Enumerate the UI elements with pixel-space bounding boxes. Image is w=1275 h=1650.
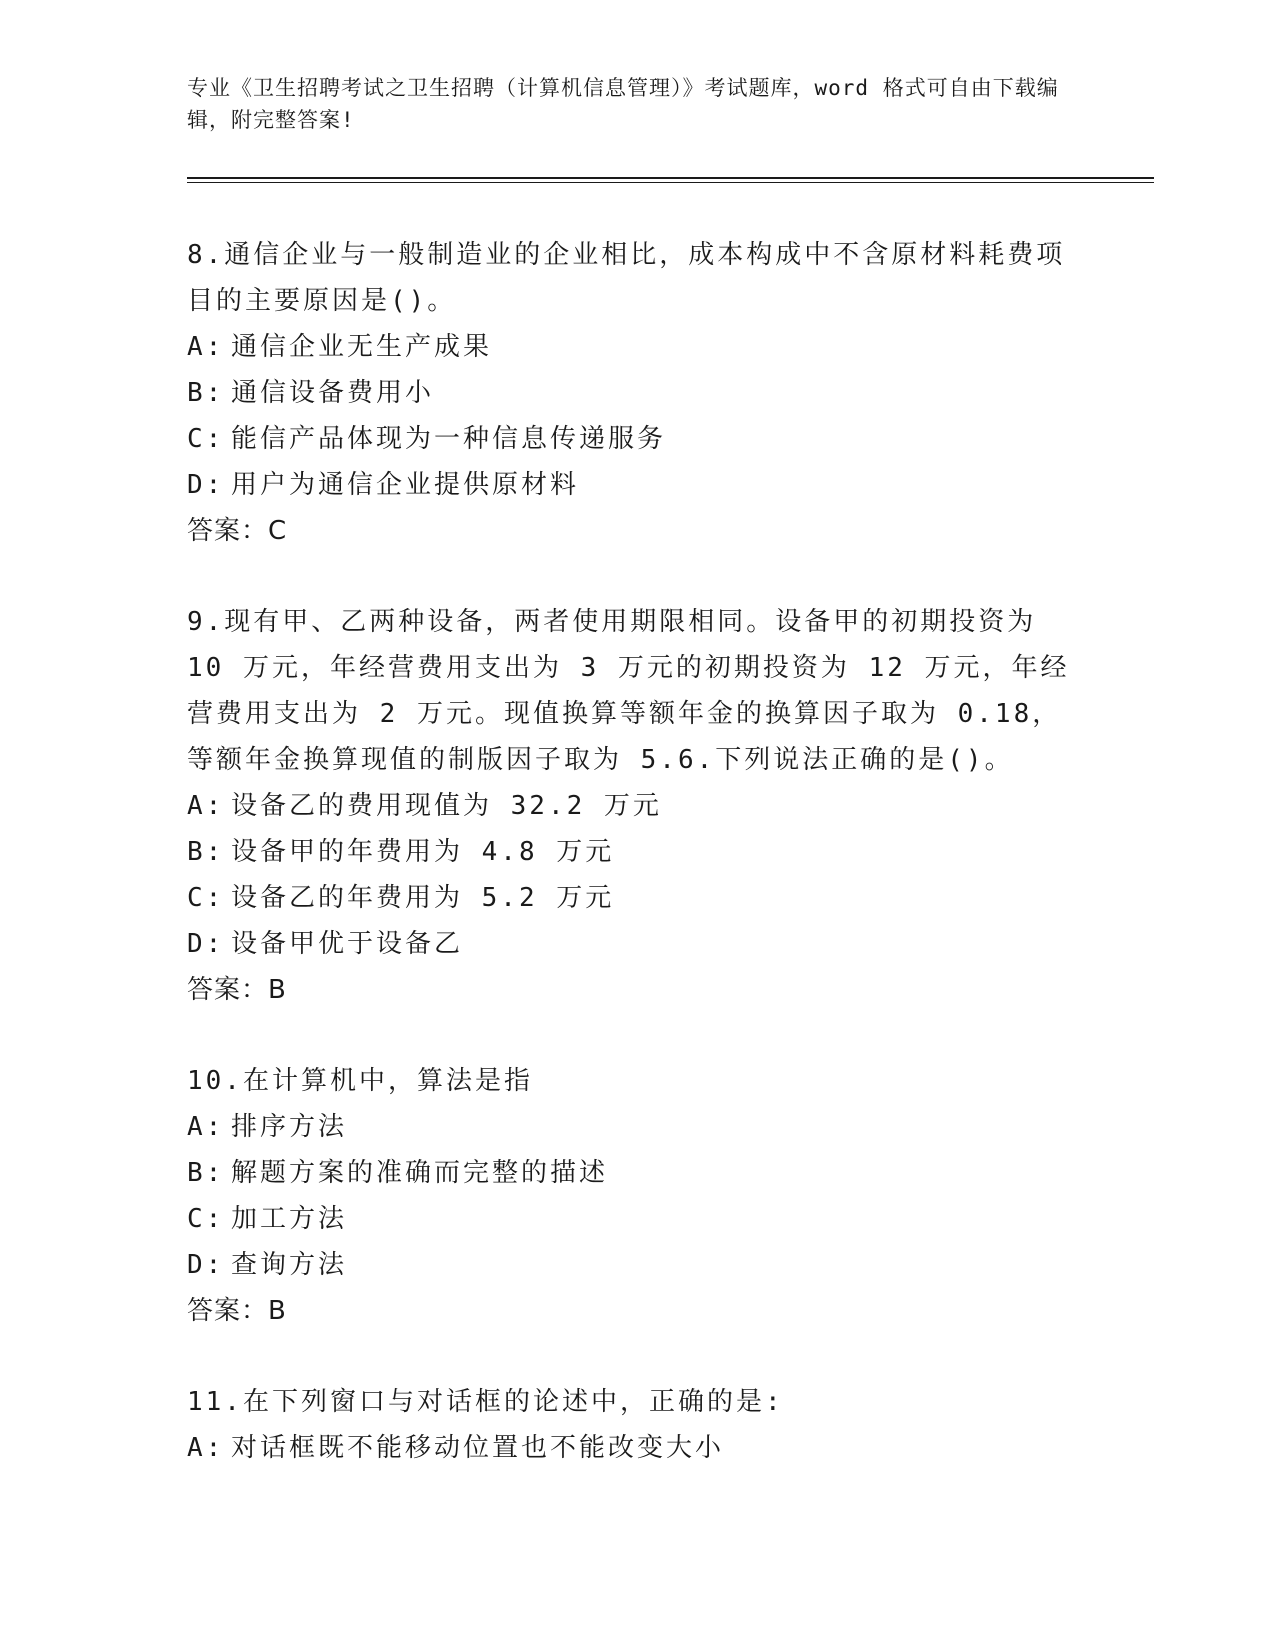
- option-key: A:: [187, 332, 225, 362]
- question-9: [187, 599, 1087, 1013]
- option-key: C:: [187, 1204, 225, 1234]
- option-text: 排序方法: [231, 1112, 348, 1142]
- option-text: 加工方法: [231, 1204, 348, 1234]
- option-text: 设备乙的费用现值为 32.2 万元: [231, 791, 662, 821]
- option-a: [187, 783, 1087, 829]
- option-key: D:: [187, 1250, 225, 1280]
- option-c: [187, 1196, 1087, 1242]
- option-text: 设备甲的年费用为 4.8 万元: [231, 837, 615, 867]
- header-divider-thin: [187, 182, 1154, 183]
- option-key: B:: [187, 378, 225, 408]
- question-10: [187, 1058, 1087, 1334]
- option-b: [187, 829, 1087, 875]
- answer-line: 答案：C: [187, 516, 288, 546]
- option-c: [187, 875, 1087, 921]
- option-text: 通信企业无生产成果: [231, 332, 493, 362]
- question-list: [187, 232, 1087, 1516]
- option-text: 通信设备费用小: [231, 378, 435, 408]
- question-stem: 8.通信企业与一般制造业的企业相比，成本构成中不含原材料耗费项目的主要原因是()。: [187, 240, 1066, 316]
- option-d: [187, 462, 1087, 508]
- option-key: A:: [187, 791, 225, 821]
- question-stem: 10.在计算机中，算法是指: [187, 1066, 533, 1096]
- option-key: B:: [187, 1158, 225, 1188]
- option-text: 设备甲优于设备乙: [231, 929, 464, 959]
- option-key: B:: [187, 837, 225, 867]
- option-key: A:: [187, 1112, 225, 1142]
- question-8: [187, 232, 1087, 554]
- option-b: [187, 370, 1087, 416]
- answer-line: 答案：B: [187, 1296, 287, 1326]
- question-stem: 11.在下列窗口与对话框的论述中，正确的是:: [187, 1387, 784, 1417]
- question-stem: 9.现有甲、乙两种设备，两者使用期限相同。设备甲的初期投资为 10 万元，年经营费用支出为 3 万元的初期投资为 12 万元，年经营费用支出为 2 万元。现值换算等额年金的换算因子取为 0.18，等额年金换算现值的制版因子取为 5.6.下列说法正确的是()。: [187, 607, 1070, 775]
- option-d: [187, 921, 1087, 967]
- option-key: A:: [187, 1433, 225, 1463]
- option-text: 对话框既不能移动位置也不能改变大小: [231, 1433, 725, 1463]
- option-key: C:: [187, 424, 225, 454]
- option-key: D:: [187, 470, 225, 500]
- option-c: [187, 416, 1087, 462]
- option-text: 解题方案的准确而完整的描述: [231, 1158, 609, 1188]
- option-a: [187, 1425, 1087, 1471]
- header-divider: [187, 177, 1154, 179]
- option-text: 查询方法: [231, 1250, 348, 1280]
- option-text: 用户为通信企业提供原材料: [231, 470, 580, 500]
- answer-line: 答案：B: [187, 975, 287, 1005]
- option-key: C:: [187, 883, 225, 913]
- option-key: D:: [187, 929, 225, 959]
- document-header: [187, 72, 1067, 136]
- option-text: 能信产品体现为一种信息传递服务: [231, 424, 667, 454]
- option-text: 设备乙的年费用为 5.2 万元: [231, 883, 615, 913]
- question-11: [187, 1379, 1087, 1471]
- option-a: [187, 1104, 1087, 1150]
- option-a: [187, 324, 1087, 370]
- header-text: 专业《卫生招聘考试之卫生招聘（计算机信息管理）》考试题库，word 格式可自由下载编辑，附完整答案!: [187, 76, 1059, 132]
- option-d: [187, 1242, 1087, 1288]
- option-b: [187, 1150, 1087, 1196]
